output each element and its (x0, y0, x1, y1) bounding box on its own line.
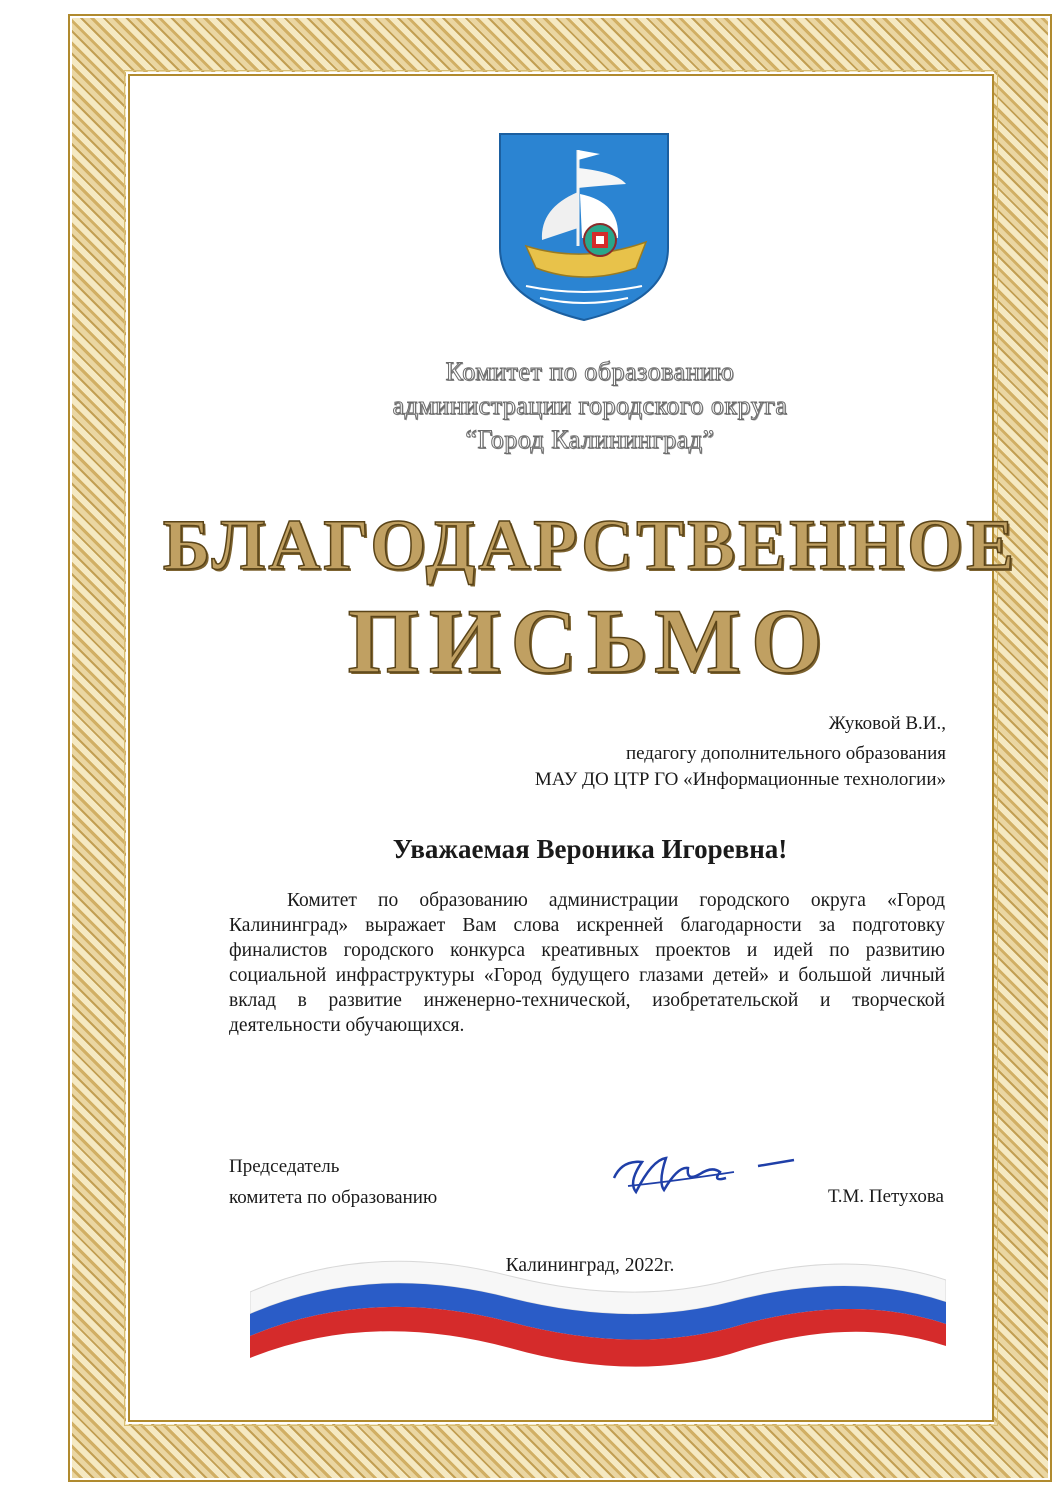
greeting: Уважаемая Вероника Игоревна! (392, 834, 788, 864)
committee-name-line1: Комитет по образованию (445, 357, 735, 386)
signatory-title-line2: комитета по образованию (229, 1187, 438, 1208)
signatory-name: Т.М. Петухова (828, 1186, 944, 1207)
signatory-title-line1: Председатель (229, 1156, 340, 1177)
letter-body: Комитет по образованию администрации городского округа «Город Калининград» выражает Вам слова искренней благодарности за подготовку финалистов городского конкурса креативных проектов и идей по развитию социальной инфраструктуры «Город будущего глазами детей» и большой личный вклад в развитие инженерно-технической, изобретательской и творческой деятельности обучающихся. (229, 890, 945, 1036)
document-title-line1: БЛАГОДАРСТВЕННОЕ (162, 505, 1018, 585)
committee-name-line2: администрации городского округа (392, 391, 788, 420)
recipient-name: Жуковой В.И., (828, 713, 946, 734)
city-and-date: Калининград, 2022г. (505, 1255, 675, 1276)
recipient-organization: МАУ ДО ЦТР ГО «Информационные технологии» (534, 769, 946, 790)
committee-name-line3: “Город Калининград” (465, 425, 715, 454)
recipient-position: педагогу дополнительного образования (625, 743, 946, 764)
document-title-line2: ПИСЬМО (347, 590, 833, 692)
handwritten-signature-icon (608, 1152, 798, 1202)
kaliningrad-coat-of-arms-icon (496, 128, 672, 324)
